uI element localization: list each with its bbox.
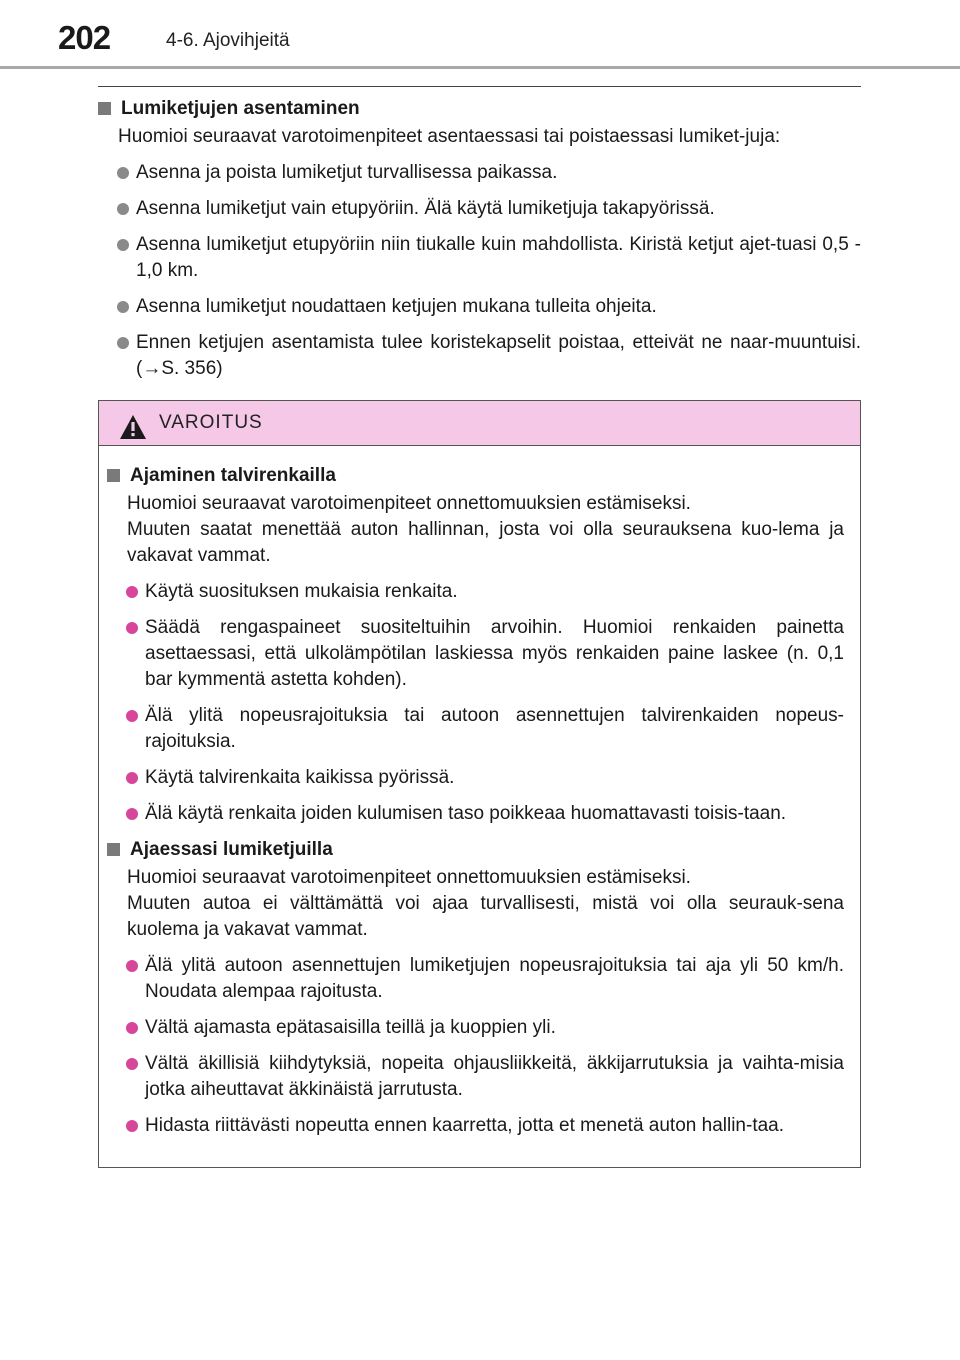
list-item: Asenna lumiketjut etupyöriin niin tiukalle kuin mahdollista. Kiristä ketjut ajet-tuasi 0,5 - 1,0 km.	[98, 232, 861, 284]
bullet-dot-icon	[117, 337, 129, 349]
warning-title: VAROITUS	[159, 412, 263, 433]
page-header	[0, 0, 960, 69]
list-item: Asenna lumiketjut noudattaen ketjujen mukana tulleita ohjeita.	[98, 294, 861, 320]
cross-reference-text: Ennen ketjujen asentamista tulee koristekapselit poistaa, etteivät ne naar-muuntuisi. (→S. 356)	[136, 332, 861, 379]
bullet-dot-icon	[126, 1058, 138, 1070]
section-heading	[98, 96, 861, 122]
list-item: Käytä talvirenkaita kaikissa pyörissä.	[107, 765, 852, 791]
warning-header	[99, 401, 860, 446]
bullet-dot-icon	[117, 203, 129, 215]
warning-intro: Muuten autoa ei välttämättä voi ajaa turvallisesti, mistä voi olla seurauk-sena kuolema ja vakavat vammat.	[127, 893, 844, 940]
heading-square-icon	[98, 102, 111, 115]
list-item: Älä käytä renkaita joiden kulumisen taso poikkeaa huomattavasti toisis-taan.	[107, 801, 852, 827]
bullet-dot-icon	[126, 1120, 138, 1132]
list-item: Vältä ajamasta epätasaisilla teillä ja kuoppien yli.	[107, 1015, 852, 1041]
snow-chains-section	[98, 96, 861, 382]
bullet-dot-icon	[126, 586, 138, 598]
bullet-dot-icon	[117, 167, 129, 179]
list-item: Käytä suosituksen mukaisia renkaita.	[107, 579, 852, 605]
bullet-dot-icon	[126, 1022, 138, 1034]
warning-body	[107, 463, 852, 1139]
intro-paragraph: Huomioi seuraavat varotoimenpiteet asentaessasi tai poistaessasi lumiket-juja:	[118, 126, 781, 147]
bullet-dot-icon	[126, 710, 138, 722]
bullet-dot-icon	[126, 622, 138, 634]
warning-intro: Huomioi seuraavat varotoimenpiteet onnettomuuksien estämiseksi.	[127, 867, 691, 888]
list-item: Älä ylitä nopeusrajoituksia tai autoon asennettujen talvirenkaiden nopeus-rajoituksia.	[107, 703, 852, 755]
bullet-dot-icon	[117, 239, 129, 251]
section-title: 4-6. Ajovihjeitä	[166, 30, 290, 51]
list-item: Asenna lumiketjut vain etupyöriin. Älä käytä lumiketjuja takapyörissä.	[98, 196, 861, 222]
warning-intro: Muuten saatat menettää auton hallinnan, josta voi olla seurauksena kuo-lema ja vakavat vammat.	[127, 519, 844, 566]
heading-square-icon	[107, 843, 120, 856]
list-item: Hidasta riittävästi nopeutta ennen kaarretta, jotta et menetä auton hallin-taa.	[107, 1113, 852, 1139]
bullet-dot-icon	[126, 772, 138, 784]
list-item	[98, 330, 861, 382]
warning-subheading: Ajaminen talvirenkailla	[107, 463, 852, 489]
warning-triangle-icon	[120, 415, 146, 439]
heading-text: Lumiketjujen asentaminen	[121, 98, 360, 119]
list-item: Säädä rengaspaineet suositeltuihin arvoihin. Huomioi renkaiden painetta asettaessasi, että ulkolämpötilan laskiessa myös renkaiden paine laskee (n. 0,1 bar kymmentä astetta kohden).	[107, 615, 852, 693]
warning-box	[98, 400, 861, 1168]
list-item: Asenna ja poista lumiketjut turvallisessa paikassa.	[98, 160, 861, 186]
list-item: Vältä äkillisiä kiihdytyksiä, nopeita ohjausliikkeitä, äkkijarrutuksia ja vaihta-misia jotka aiheuttavat äkkinäistä jarrutusta.	[107, 1051, 852, 1103]
bullet-dot-icon	[117, 301, 129, 313]
warning-subheading: Ajaessasi lumiketjuilla	[107, 837, 852, 863]
page-number: 202	[58, 19, 111, 56]
bullet-dot-icon	[126, 960, 138, 972]
list-item: Älä ylitä autoon asennettujen lumiketjujen nopeusrajoituksia tai aja yli 50 km/h. Noudata alempaa rajoitusta.	[107, 953, 852, 1005]
heading-square-icon	[107, 469, 120, 482]
bullet-dot-icon	[126, 808, 138, 820]
top-rule	[98, 86, 861, 87]
warning-intro: Huomioi seuraavat varotoimenpiteet onnettomuuksien estämiseksi.	[127, 493, 691, 514]
